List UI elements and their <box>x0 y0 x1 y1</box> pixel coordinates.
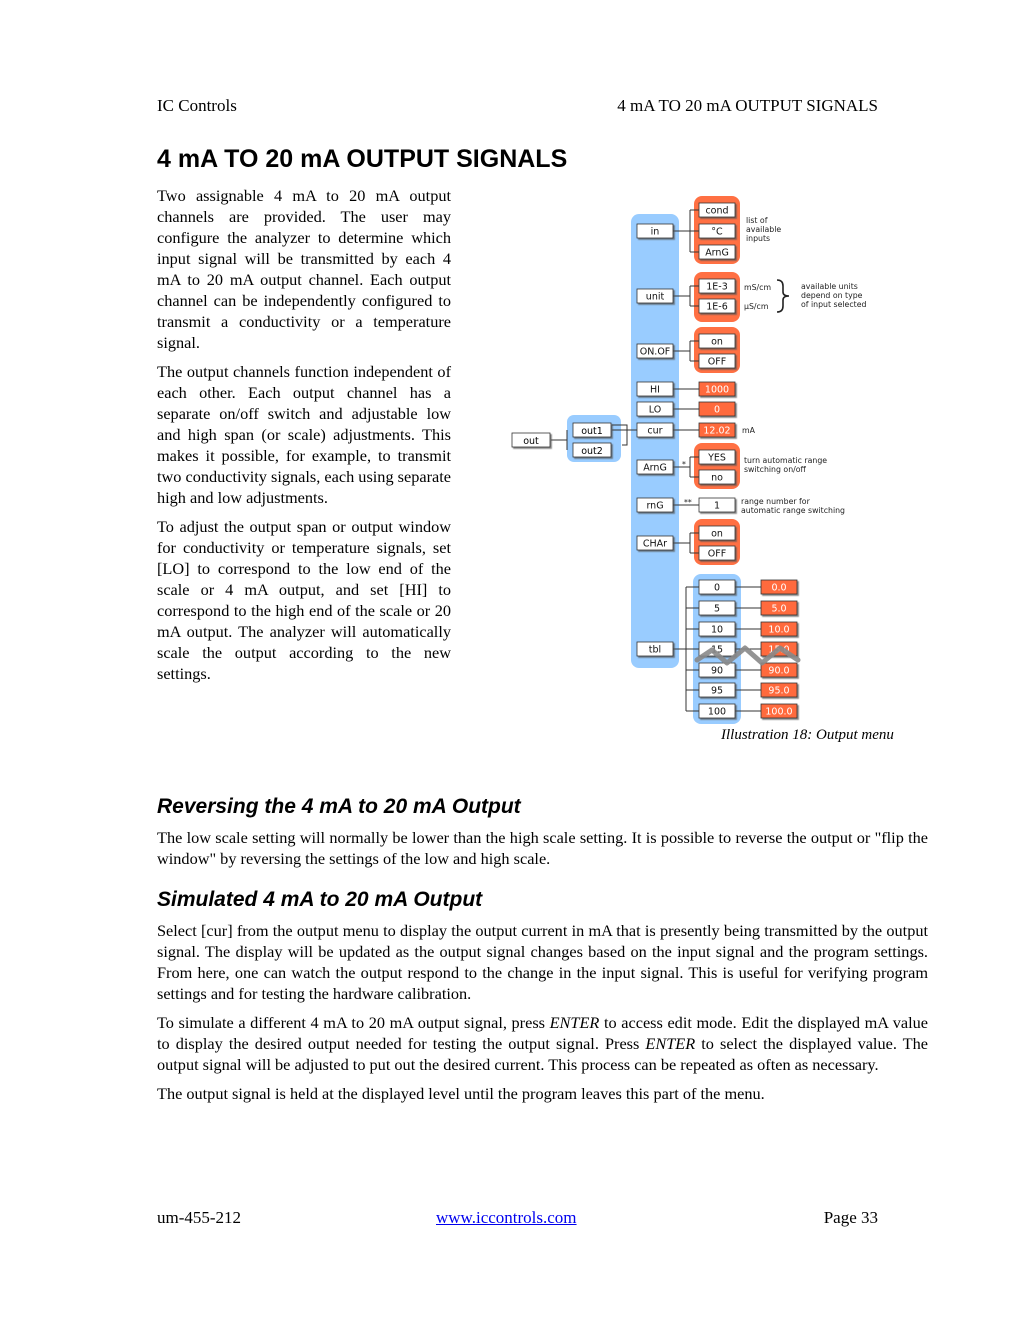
svg-text:0.0: 0.0 <box>771 582 787 594</box>
illustration-caption: Illustration 18: Output menu <box>721 727 894 743</box>
svg-text:95.0: 95.0 <box>768 685 790 697</box>
svg-text:15: 15 <box>710 644 724 656</box>
svg-text:rnG: rnG <box>646 500 664 512</box>
svg-text:90.0: 90.0 <box>768 665 790 677</box>
unit-label-us: µS/cm <box>744 302 769 311</box>
intro-paragraph-1: Two assignable 4 mA to 20 mA output channels are provided. The user may configure the analyzer to determine which input signal will be transmitted by each 4 mA to 20 mA output channel. Each output channel can be independently configured to transmit a conductivity or a temperature signal. <box>157 186 451 352</box>
svg-text:1E-6: 1E-6 <box>706 301 728 313</box>
svg-text:1E-3: 1E-3 <box>706 281 728 293</box>
svg-text:cond: cond <box>705 205 729 217</box>
page-title: 4 mA TO 20 mA OUTPUT SIGNALS <box>157 145 568 173</box>
arng-marker: * <box>682 460 686 469</box>
unit-option-1e3 <box>699 279 735 293</box>
section-heading-reversing: Reversing the 4 mA to 20 mA Output <box>157 795 521 818</box>
in-option-arng <box>699 245 735 259</box>
menu-item-char <box>637 536 673 550</box>
section-heading-simulated: Simulated 4 mA to 20 mA Output <box>157 888 483 911</box>
intro-paragraph-2: The output channels function independent of each other. Each output channel has a separate on/off switch and adjustable low and high span (or scale) adjustments. This makes it possible, for example, to transmit two conductivity signals, each using separate high and low adjustments. <box>157 362 451 507</box>
tbl-value-box <box>761 683 797 697</box>
in-note-2: available <box>746 225 782 234</box>
lo-value-box <box>699 402 735 416</box>
menu-item-arng <box>637 460 673 474</box>
rng-value-box <box>699 498 735 512</box>
svg-text:5: 5 <box>713 603 721 615</box>
footer-page-number: Page 33 <box>823 1208 878 1227</box>
simulated-paragraph-1: Select [cur] from the output menu to display the output current in mA that is presently being transmitted by the output signal. The display will be updated as the output signal changes based on the input signal and the program settings. From here, one can watch the output respond to the change in the input signal. This is useful for verifying program settings and for testing the hardware calibration. <box>157 921 928 1003</box>
svg-text:tbl: tbl <box>648 644 662 656</box>
menu-item-hi <box>637 382 673 396</box>
arng-option-yes <box>699 450 735 464</box>
menu-item-in <box>637 224 673 238</box>
svg-text:1000: 1000 <box>704 384 730 396</box>
svg-text:5.0: 5.0 <box>771 603 787 615</box>
arng-note-1: turn automatic range <box>744 456 828 465</box>
svg-text:1: 1 <box>713 500 721 512</box>
in-option-degc <box>699 224 735 238</box>
svg-text:10: 10 <box>710 624 724 636</box>
intro-column <box>157 185 451 692</box>
svg-text:HI: HI <box>650 384 660 396</box>
menu-item-cur <box>637 423 673 437</box>
sim-p2-text-2: to access edit mode. Edit the displayed mA value to display the desired output needed for testing the output signal. Press <box>157 1013 928 1053</box>
svg-text:°C: °C <box>711 226 723 238</box>
tbl-value-box <box>761 580 797 594</box>
tbl-value-box <box>761 704 797 718</box>
out1-box <box>573 423 611 437</box>
svg-text:15.0: 15.0 <box>768 644 790 656</box>
header-right: 4 mA TO 20 mA OUTPUT SIGNALS <box>617 96 878 115</box>
sim-p2-text-1: To simulate a different 4 mA to 20 mA output signal, press <box>157 1013 550 1032</box>
svg-text:ON.OF: ON.OF <box>639 346 671 358</box>
enter-key-text-2: ENTER <box>645 1034 696 1053</box>
svg-text:ArnG: ArnG <box>643 462 667 474</box>
in-note-1: list of <box>746 216 768 225</box>
unit-note-3: of input selected <box>801 300 867 309</box>
footer-website-link[interactable]: www.iccontrols.com <box>436 1208 577 1227</box>
menu-item-onof <box>637 344 673 358</box>
svg-text:12.02: 12.02 <box>703 425 731 437</box>
rng-marker: ** <box>684 498 692 507</box>
header-left: IC Controls <box>157 96 237 115</box>
simulated-paragraph-3: The output signal is held at the displayed level until the program leaves this part of the menu. <box>157 1084 765 1103</box>
output-menu-diagram <box>505 192 905 727</box>
menu-item-unit <box>637 289 673 303</box>
onof-option-on <box>699 334 735 348</box>
simulated-paragraph-2 <box>157 1012 928 1075</box>
hi-value-box <box>699 382 735 396</box>
section-simulated-body <box>157 920 928 1112</box>
menu-item-lo <box>637 402 673 416</box>
char-option-on <box>699 526 735 540</box>
svg-text:100.0: 100.0 <box>765 706 793 718</box>
svg-text:on: on <box>711 528 723 540</box>
units-brace <box>777 280 789 312</box>
out-root-box <box>512 433 550 447</box>
in-note-3: inputs <box>746 234 771 243</box>
svg-text:out2: out2 <box>581 446 603 457</box>
svg-text:100: 100 <box>707 706 727 718</box>
section-reversing-body <box>157 827 928 877</box>
out2-box <box>573 443 611 457</box>
svg-text:0: 0 <box>713 582 721 594</box>
onof-option-off <box>699 354 735 368</box>
svg-text:LO: LO <box>648 404 662 416</box>
tbl-pct-box <box>699 704 735 718</box>
arng-note-2: switching on/off <box>744 465 806 474</box>
footer-doc-number: um-455-212 <box>157 1208 242 1227</box>
svg-text:0: 0 <box>713 404 721 416</box>
enter-key-text-1: ENTER <box>549 1013 600 1032</box>
unit-note-2: depend on type <box>801 291 863 300</box>
menu-item-rng <box>637 498 673 512</box>
svg-text:90: 90 <box>710 665 724 677</box>
svg-text:OFF: OFF <box>707 356 727 368</box>
tbl-pct-box <box>699 601 735 615</box>
unit-note-1: available units <box>801 282 858 291</box>
tbl-value-box <box>761 622 797 636</box>
char-option-off <box>699 546 735 560</box>
menu-item-tbl <box>637 642 673 656</box>
tbl-pct-box <box>699 622 735 636</box>
rng-note-1: range number for <box>741 497 810 506</box>
svg-text:on: on <box>711 336 723 348</box>
svg-text:in: in <box>650 226 660 238</box>
in-option-cond <box>699 203 735 217</box>
intro-paragraph-3: To adjust the output span or output window for conductivity or temperature signals, set [LO] to correspond to the low end of the scale or 4 mA output, and set [HI] to correspond to the high end of the scale or 20 mA output. The analyzer will automatically scale the output according to the new settings. <box>157 517 451 683</box>
svg-text:10.0: 10.0 <box>768 624 790 636</box>
rng-note-2: automatic range switching <box>741 506 846 515</box>
sim-p2-text-3: to select the displayed value. The output signal will be adjusted to put out the desired current. This process can be repeated as often as necessary. <box>157 1034 928 1074</box>
svg-text:unit: unit <box>645 291 665 303</box>
svg-text:cur: cur <box>647 425 663 437</box>
tbl-value-box <box>761 601 797 615</box>
svg-text:out1: out1 <box>581 426 603 437</box>
svg-text:CHAr: CHAr <box>642 538 668 550</box>
unit-label-ms: mS/cm <box>744 283 772 292</box>
reversing-paragraph: The low scale setting will normally be lower than the high scale setting. It is possible to reverse the output or "flip the window" by reversing the settings of the low and high scale. <box>157 828 928 868</box>
cur-unit-label: mA <box>742 426 755 435</box>
svg-text:out: out <box>523 436 539 447</box>
tbl-value-box <box>761 663 797 677</box>
tbl-pct-box <box>699 580 735 594</box>
cur-value-box <box>699 423 735 437</box>
tbl-pct-box <box>699 663 735 677</box>
svg-text:YES: YES <box>708 452 726 464</box>
tbl-pct-box <box>699 683 735 697</box>
svg-text:no: no <box>711 472 723 484</box>
svg-text:ArnG: ArnG <box>705 247 729 259</box>
menu-panel <box>631 214 679 668</box>
svg-text:95: 95 <box>710 685 724 697</box>
unit-option-1e6 <box>699 299 735 313</box>
arng-option-no <box>699 470 735 484</box>
svg-text:OFF: OFF <box>707 548 727 560</box>
